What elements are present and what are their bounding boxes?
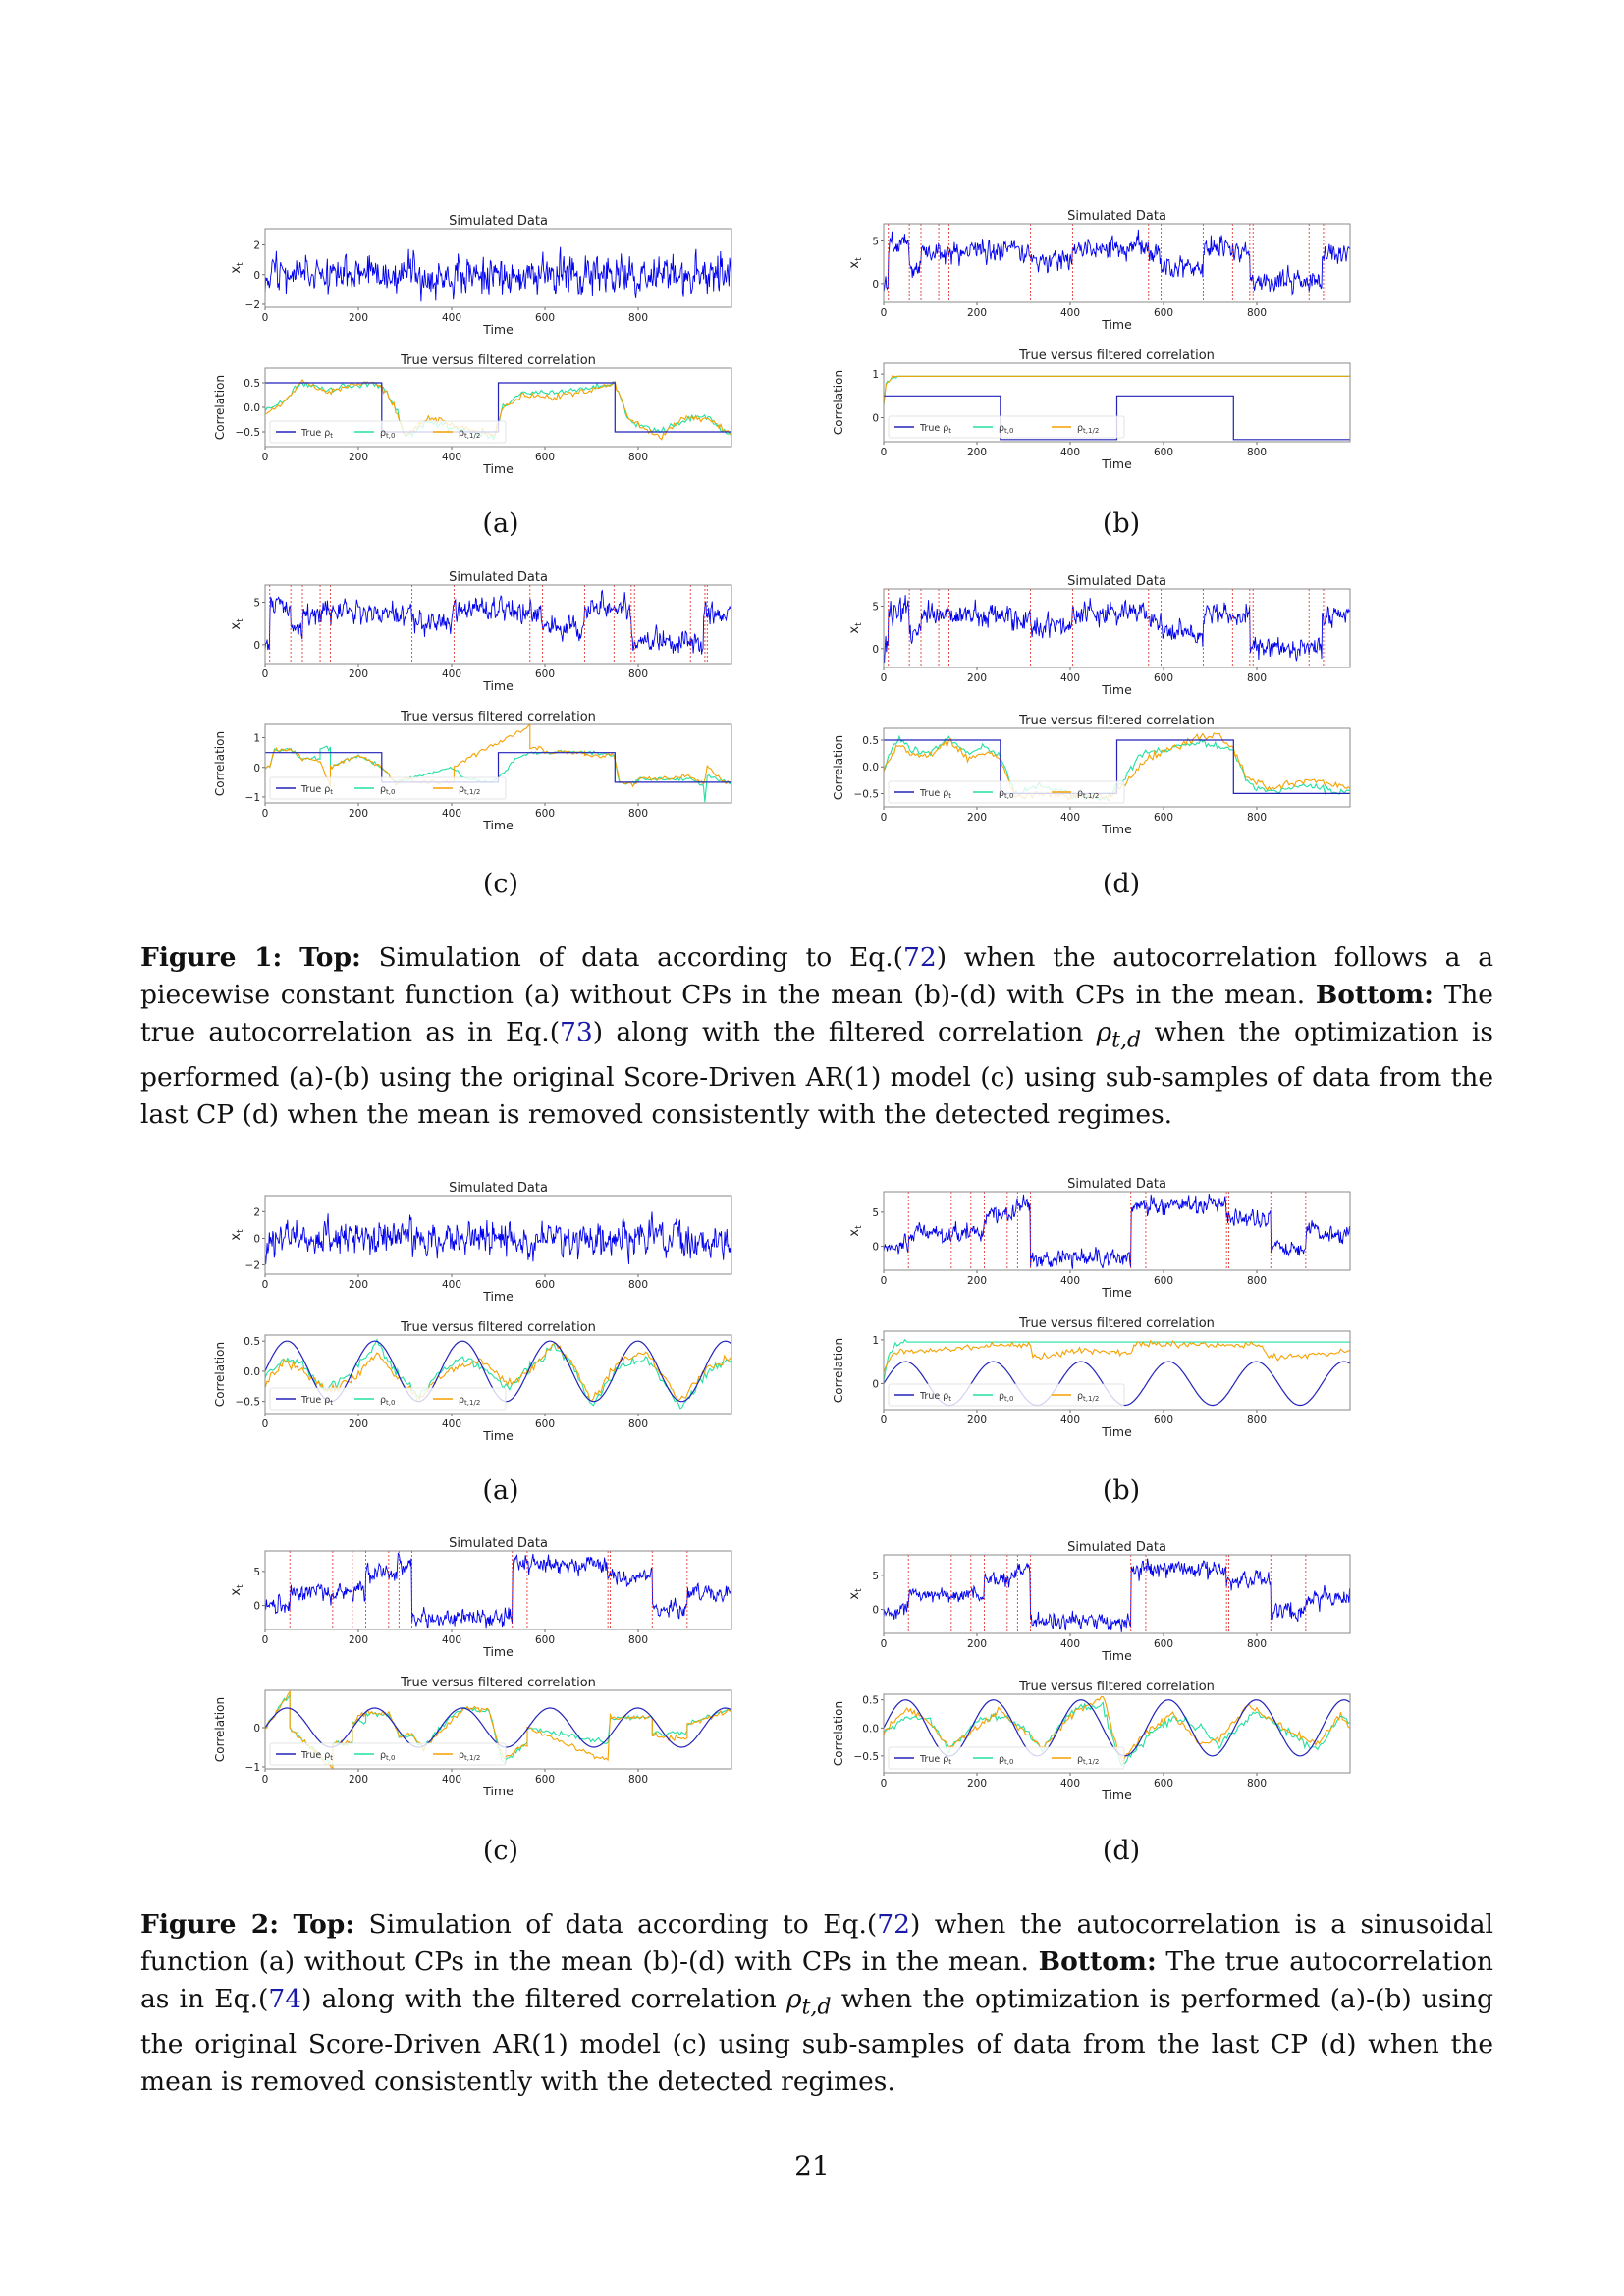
x-tick-label: 0 — [880, 1415, 888, 1426]
x-axis-label: Time — [1102, 456, 1132, 471]
x-tick-label: 600 — [1153, 1638, 1174, 1650]
y-tick-label: 5 — [872, 601, 879, 614]
x-tick-label: 400 — [441, 668, 462, 680]
legend-label: True $\rho_t$ — [301, 428, 333, 440]
x-tick-label: 800 — [627, 312, 649, 324]
axes-title: True versus filtered correlation — [1019, 714, 1215, 728]
x-axis-label: Time — [1102, 1424, 1132, 1439]
axes-title: Simulated Data — [1067, 209, 1166, 224]
simulated-series-line — [265, 591, 731, 655]
x-axis-label: Time — [1102, 822, 1132, 836]
x-tick-label: 0 — [261, 452, 269, 463]
y-tick-label: 0 — [253, 762, 260, 774]
simulated-data-axes — [847, 209, 1267, 332]
x-tick-label: 0 — [261, 312, 269, 324]
x-tick-label: 0 — [880, 1638, 888, 1650]
x-tick-label: 600 — [1153, 1778, 1174, 1789]
x-tick-label: 600 — [1153, 1275, 1174, 1287]
x-axis-label: Time — [483, 678, 514, 693]
x-tick-label: 400 — [1059, 1275, 1081, 1287]
x-tick-label: 800 — [1246, 447, 1268, 458]
correlation-axes — [832, 714, 1267, 836]
simulated-series-line — [884, 230, 1350, 294]
x-tick-label: 0 — [880, 672, 888, 684]
x-axis-label: Time — [1102, 1285, 1132, 1300]
x-tick-label: 600 — [534, 1279, 556, 1291]
y-axis-label: Correlation — [213, 1696, 227, 1763]
x-tick-label: 200 — [348, 808, 369, 820]
x-tick-label: 600 — [534, 312, 556, 324]
x-tick-label: 200 — [966, 1778, 988, 1789]
y-axis-label: Correlation — [832, 369, 845, 436]
figure2-sublabel-d: (d) — [1102, 1836, 1141, 1866]
x-tick-label: 200 — [966, 307, 988, 319]
legend — [889, 1747, 1124, 1769]
rho-subscript: t,d — [1111, 1028, 1142, 1053]
correlation-axes — [832, 1316, 1267, 1439]
figure1-sublabel-d: (d) — [1102, 869, 1141, 899]
figure2-panel-d — [815, 1537, 1404, 1832]
caption-text: The true autocorrelation as in Eq.( — [140, 1947, 1493, 2014]
x-tick-label: 400 — [441, 808, 462, 820]
axes-title: Simulated Data — [449, 1181, 548, 1196]
y-tick-label: 0 — [253, 639, 260, 652]
legend-label: $\rho_{t,1/2}$ — [459, 1395, 481, 1407]
x-tick-label: 0 — [261, 808, 269, 820]
x-tick-label: 600 — [534, 808, 556, 820]
legend — [889, 781, 1124, 803]
y-tick-label: 0 — [872, 1604, 879, 1617]
x-tick-label: 200 — [348, 1774, 369, 1786]
y-tick-label: −0.5 — [235, 1396, 260, 1409]
y-tick-label: −0.5 — [853, 788, 879, 801]
x-tick-label: 0 — [880, 1778, 888, 1789]
y-tick-label: 5 — [872, 1570, 879, 1582]
correlation-axes — [832, 348, 1267, 471]
legend-label: True $\rho_t$ — [920, 1391, 951, 1403]
y-axis-label: Correlation — [213, 1341, 227, 1408]
figure1-panel-b — [815, 206, 1404, 501]
x-tick-label: 600 — [1153, 1415, 1174, 1426]
legend-label: $\rho_{t,1/2}$ — [1077, 1391, 1100, 1403]
y-axis-label: $x_t$ — [229, 1584, 245, 1596]
caption-figure-label: Figure 1: — [140, 942, 283, 973]
y-tick-label: 0.0 — [244, 402, 260, 414]
x-tick-label: 0 — [261, 1418, 269, 1430]
figure1-panel-c — [196, 567, 785, 862]
figure1-sublabel-b: (b) — [1102, 508, 1141, 539]
y-axis-label: Correlation — [213, 730, 227, 797]
figure2-panel-a — [196, 1178, 785, 1472]
caption-text: Simulation of data according to Eq.( — [360, 942, 904, 973]
caption-figure-label: Figure 2: — [140, 1909, 279, 1940]
y-axis-label: $x_t$ — [847, 622, 864, 634]
axes-title: True versus filtered correlation — [1019, 1316, 1215, 1331]
legend — [270, 1743, 506, 1765]
y-tick-label: 0.0 — [244, 1365, 260, 1378]
x-tick-label: 200 — [348, 1279, 369, 1291]
simulated-series-line — [265, 1211, 731, 1264]
figure1-sublabel-c: (c) — [482, 869, 519, 899]
caption-text: ) when the autocorrelation follows a a piecewise constant function (a) without CPs in the mean (b)-(d) with CPs in the mean. — [140, 942, 1493, 1010]
x-tick-label: 800 — [1246, 1638, 1268, 1650]
x-tick-label: 400 — [1059, 447, 1081, 458]
legend — [270, 421, 506, 443]
legend-label: $\rho_{t,1/2}$ — [459, 428, 481, 440]
y-tick-label: −2 — [244, 1259, 260, 1272]
y-axis-label: Correlation — [832, 734, 845, 801]
simulated-series-line — [884, 1559, 1350, 1632]
x-tick-label: 200 — [966, 447, 988, 458]
y-tick-label: 1 — [253, 732, 260, 745]
axes-title: Simulated Data — [449, 570, 548, 585]
y-tick-label: 2 — [253, 240, 260, 252]
y-axis-label: $x_t$ — [229, 1229, 245, 1241]
correlation-axes — [213, 1676, 648, 1798]
caption-bottom-label: Bottom: — [1038, 1947, 1157, 1977]
x-tick-label: 400 — [441, 1279, 462, 1291]
simulated-data-axes — [229, 1536, 648, 1659]
y-tick-label: 0 — [253, 1723, 260, 1735]
y-tick-label: 0 — [872, 1378, 879, 1391]
y-tick-label: 5 — [253, 597, 260, 610]
y-tick-label: 0.5 — [244, 1336, 260, 1349]
y-tick-label: 5 — [872, 1206, 879, 1219]
x-tick-label: 600 — [1153, 812, 1174, 824]
y-tick-label: 1 — [872, 1334, 879, 1347]
x-tick-label: 800 — [627, 1279, 649, 1291]
x-axis-label: Time — [483, 461, 514, 476]
x-tick-label: 0 — [261, 1774, 269, 1786]
plot-frame — [884, 589, 1350, 667]
y-tick-label: 0 — [253, 1233, 260, 1246]
y-axis-label: Correlation — [832, 1700, 845, 1767]
y-tick-label: 0.5 — [862, 734, 879, 747]
x-tick-label: 400 — [441, 1634, 462, 1646]
simulated-data-axes — [847, 574, 1267, 697]
y-axis-label: $x_t$ — [847, 1588, 864, 1600]
x-tick-label: 200 — [348, 452, 369, 463]
x-tick-label: 600 — [1153, 307, 1174, 319]
x-tick-label: 600 — [1153, 672, 1174, 684]
equation-ref-link[interactable]: 72 — [877, 1909, 910, 1940]
x-tick-label: 200 — [966, 1275, 988, 1287]
caption-top-label: Top: — [293, 1909, 355, 1940]
x-tick-label: 0 — [261, 668, 269, 680]
y-axis-label: Correlation — [832, 1337, 845, 1404]
legend — [270, 777, 506, 799]
x-axis-label: Time — [1102, 1648, 1132, 1663]
x-tick-label: 400 — [1059, 1638, 1081, 1650]
x-tick-label: 600 — [534, 1634, 556, 1646]
y-tick-label: 1 — [872, 369, 879, 382]
axes-title: Simulated Data — [449, 214, 548, 229]
x-tick-label: 600 — [534, 1774, 556, 1786]
x-tick-label: 600 — [534, 1418, 556, 1430]
axes-title: True versus filtered correlation — [401, 1320, 596, 1335]
y-tick-label: 0.0 — [862, 762, 879, 774]
legend — [889, 416, 1124, 438]
x-tick-label: 800 — [1246, 672, 1268, 684]
legend — [270, 1388, 506, 1410]
legend-label: $\rho_{t,0}$ — [999, 1754, 1014, 1766]
x-tick-label: 800 — [627, 1418, 649, 1430]
x-tick-label: 800 — [627, 668, 649, 680]
x-tick-label: 0 — [880, 812, 888, 824]
figure2-caption — [140, 1906, 1493, 2101]
legend-label: $\rho_{t,1/2}$ — [1077, 788, 1100, 800]
axes-title: True versus filtered correlation — [401, 353, 596, 368]
axes-title: True versus filtered correlation — [401, 1676, 596, 1690]
rho-0-line — [884, 1340, 1350, 1381]
figure2-sublabel-c: (c) — [482, 1836, 519, 1866]
x-axis-label: Time — [1102, 317, 1132, 332]
figure1-caption — [140, 939, 1493, 1134]
legend-label: True $\rho_t$ — [920, 1754, 951, 1766]
figure1-panel-d — [815, 571, 1404, 866]
axes-title: Simulated Data — [1067, 574, 1166, 589]
y-axis-label: Correlation — [213, 374, 227, 441]
x-tick-label: 0 — [880, 1275, 888, 1287]
x-tick-label: 600 — [1153, 447, 1174, 458]
x-axis-label: Time — [1102, 1788, 1132, 1802]
rho-half-line — [884, 1341, 1350, 1372]
x-tick-label: 400 — [441, 452, 462, 463]
axes-title: True versus filtered correlation — [401, 710, 596, 724]
x-tick-label: 600 — [534, 452, 556, 463]
x-tick-label: 800 — [1246, 1275, 1268, 1287]
simulated-series-line — [265, 1554, 731, 1629]
x-tick-label: 800 — [1246, 307, 1268, 319]
y-tick-label: 5 — [872, 236, 879, 248]
x-tick-label: 400 — [1059, 1778, 1081, 1789]
axes-title: True versus filtered correlation — [1019, 348, 1215, 363]
y-tick-label: 0 — [253, 269, 260, 282]
x-tick-label: 800 — [1246, 1778, 1268, 1789]
legend-label: $\rho_{t,1/2}$ — [1077, 1754, 1100, 1766]
legend-label: $\rho_{t,0}$ — [380, 428, 396, 440]
caption-text: ) when the autocorrelation is a sinusoidal function (a) without CPs in the mean (b)-(d) with CPs in the mean. — [140, 1909, 1493, 1977]
figure2-panel-b — [815, 1174, 1404, 1468]
y-tick-label: 0 — [872, 278, 879, 291]
x-tick-label: 400 — [1059, 1415, 1081, 1426]
correlation-axes — [213, 710, 648, 832]
legend — [889, 1384, 1124, 1406]
y-axis-label: $x_t$ — [847, 1225, 864, 1237]
legend-label: True $\rho_t$ — [301, 1750, 333, 1762]
simulated-series-line — [884, 595, 1350, 663]
plot-frame — [265, 585, 731, 664]
x-tick-label: 0 — [261, 1279, 269, 1291]
simulated-series-line — [884, 1194, 1350, 1269]
x-tick-label: 800 — [627, 808, 649, 820]
legend-label: True $\rho_t$ — [301, 1395, 333, 1407]
rho-symbol: ρ — [1096, 1017, 1112, 1047]
figure1-panel-a — [196, 211, 785, 506]
simulated-data-axes — [847, 1177, 1267, 1300]
y-tick-label: 0.0 — [862, 1723, 879, 1735]
axes-title: Simulated Data — [449, 1536, 548, 1551]
x-axis-label: Time — [483, 322, 514, 337]
legend-label: $\rho_{t,0}$ — [999, 788, 1014, 800]
axes-title: Simulated Data — [1067, 1540, 1166, 1555]
caption-text: ) along with the filtered correlation — [592, 1017, 1097, 1047]
x-tick-label: 800 — [627, 1634, 649, 1646]
y-tick-label: 5 — [253, 1566, 260, 1578]
equation-ref-link[interactable]: 73 — [560, 1017, 593, 1047]
x-tick-label: 800 — [627, 1774, 649, 1786]
x-tick-label: 400 — [441, 312, 462, 324]
simulated-series-line — [265, 247, 731, 302]
x-tick-label: 400 — [441, 1774, 462, 1786]
y-tick-label: 2 — [253, 1206, 260, 1219]
x-tick-label: 400 — [1059, 812, 1081, 824]
legend-label: $\rho_{t,0}$ — [999, 1391, 1014, 1403]
x-tick-label: 400 — [1059, 672, 1081, 684]
figure2-panel-c — [196, 1533, 785, 1828]
x-tick-label: 0 — [261, 1634, 269, 1646]
caption-text: Simulation of data according to Eq.( — [354, 1909, 878, 1940]
y-tick-label: 0 — [872, 1241, 879, 1254]
x-axis-label: Time — [1102, 682, 1132, 697]
simulated-data-axes — [847, 1540, 1267, 1663]
y-tick-label: 0.5 — [862, 1694, 879, 1707]
caption-text: The true autocorrelation as in Eq.( — [140, 980, 1493, 1047]
rho-symbol: ρ — [785, 1984, 802, 2014]
legend-label: $\rho_{t,1/2}$ — [459, 1750, 481, 1762]
legend-label: True $\rho_t$ — [920, 788, 951, 800]
legend-label: $\rho_{t,1/2}$ — [459, 784, 481, 796]
axes-title: True versus filtered correlation — [1019, 1680, 1215, 1694]
caption-text: when the optimization is performed (a)-(b) using the original Score-Driven AR(1) model (c) using sub-samples of data from the last CP (d) when the mean is removed consistently with the detected regimes. — [140, 1984, 1493, 2098]
x-tick-label: 200 — [348, 1634, 369, 1646]
x-tick-label: 200 — [348, 312, 369, 324]
x-axis-label: Time — [483, 1289, 514, 1304]
x-tick-label: 200 — [966, 812, 988, 824]
x-axis-label: Time — [483, 818, 514, 832]
figure2-sublabel-a: (a) — [482, 1475, 519, 1506]
x-tick-label: 200 — [348, 1418, 369, 1430]
x-tick-label: 200 — [966, 1415, 988, 1426]
correlation-axes — [213, 353, 648, 476]
plot-frame — [884, 1192, 1350, 1270]
y-tick-label: 0 — [872, 643, 879, 656]
axes-title: Simulated Data — [1067, 1177, 1166, 1192]
x-tick-label: 600 — [534, 668, 556, 680]
plot-frame — [265, 1551, 731, 1629]
y-tick-label: 0.5 — [244, 378, 260, 390]
legend-label: True $\rho_t$ — [301, 784, 333, 796]
legend-label: $\rho_{t,0}$ — [380, 784, 396, 796]
y-axis-label: $x_t$ — [847, 257, 864, 269]
y-tick-label: 0 — [872, 412, 879, 425]
x-tick-label: 200 — [966, 1638, 988, 1650]
rho-subscript: t,d — [801, 1995, 832, 2020]
y-tick-label: −1 — [244, 1762, 260, 1774]
caption-bottom-label: Bottom: — [1315, 980, 1434, 1010]
y-axis-label: $x_t$ — [229, 618, 245, 630]
y-tick-label: −0.5 — [235, 427, 260, 439]
x-tick-label: 800 — [1246, 1415, 1268, 1426]
plot-frame — [884, 224, 1350, 302]
x-tick-label: 800 — [1246, 812, 1268, 824]
x-tick-label: 200 — [966, 672, 988, 684]
x-tick-label: 400 — [441, 1418, 462, 1430]
x-tick-label: 0 — [880, 307, 888, 319]
legend-label: $\rho_{t,0}$ — [380, 1750, 396, 1762]
x-tick-label: 0 — [880, 447, 888, 458]
y-tick-label: −2 — [244, 298, 260, 311]
y-tick-label: 0 — [253, 1600, 260, 1613]
x-tick-label: 400 — [1059, 307, 1081, 319]
caption-top-label: Top: — [299, 942, 361, 973]
equation-ref-link[interactable]: 74 — [268, 1984, 302, 2014]
x-tick-label: 800 — [627, 452, 649, 463]
page-number: 21 — [794, 2150, 830, 2182]
simulated-data-axes — [229, 570, 648, 693]
legend-label: $\rho_{t,0}$ — [380, 1395, 396, 1407]
caption-text: ) along with the filtered correlation — [301, 1984, 786, 2014]
figure1-sublabel-a: (a) — [482, 508, 519, 539]
x-axis-label: Time — [483, 1644, 514, 1659]
y-axis-label: $x_t$ — [229, 262, 245, 274]
legend-label: $\rho_{t,1/2}$ — [1077, 423, 1100, 435]
figure2-sublabel-b: (b) — [1102, 1475, 1141, 1506]
x-axis-label: Time — [483, 1784, 514, 1798]
x-axis-label: Time — [483, 1428, 514, 1443]
equation-ref-link[interactable]: 72 — [903, 942, 937, 973]
caption-text: when the optimization is performed (a)-(b) using the original Score-Driven AR(1) model (c) using sub-samples of data from the last CP (d) when the mean is removed consistently with the detected regimes. — [140, 1017, 1493, 1131]
legend-label: True $\rho_t$ — [920, 423, 951, 435]
legend-label: $\rho_{t,0}$ — [999, 423, 1014, 435]
y-tick-label: −1 — [244, 791, 260, 804]
x-tick-label: 200 — [348, 668, 369, 680]
y-tick-label: −0.5 — [853, 1750, 879, 1763]
